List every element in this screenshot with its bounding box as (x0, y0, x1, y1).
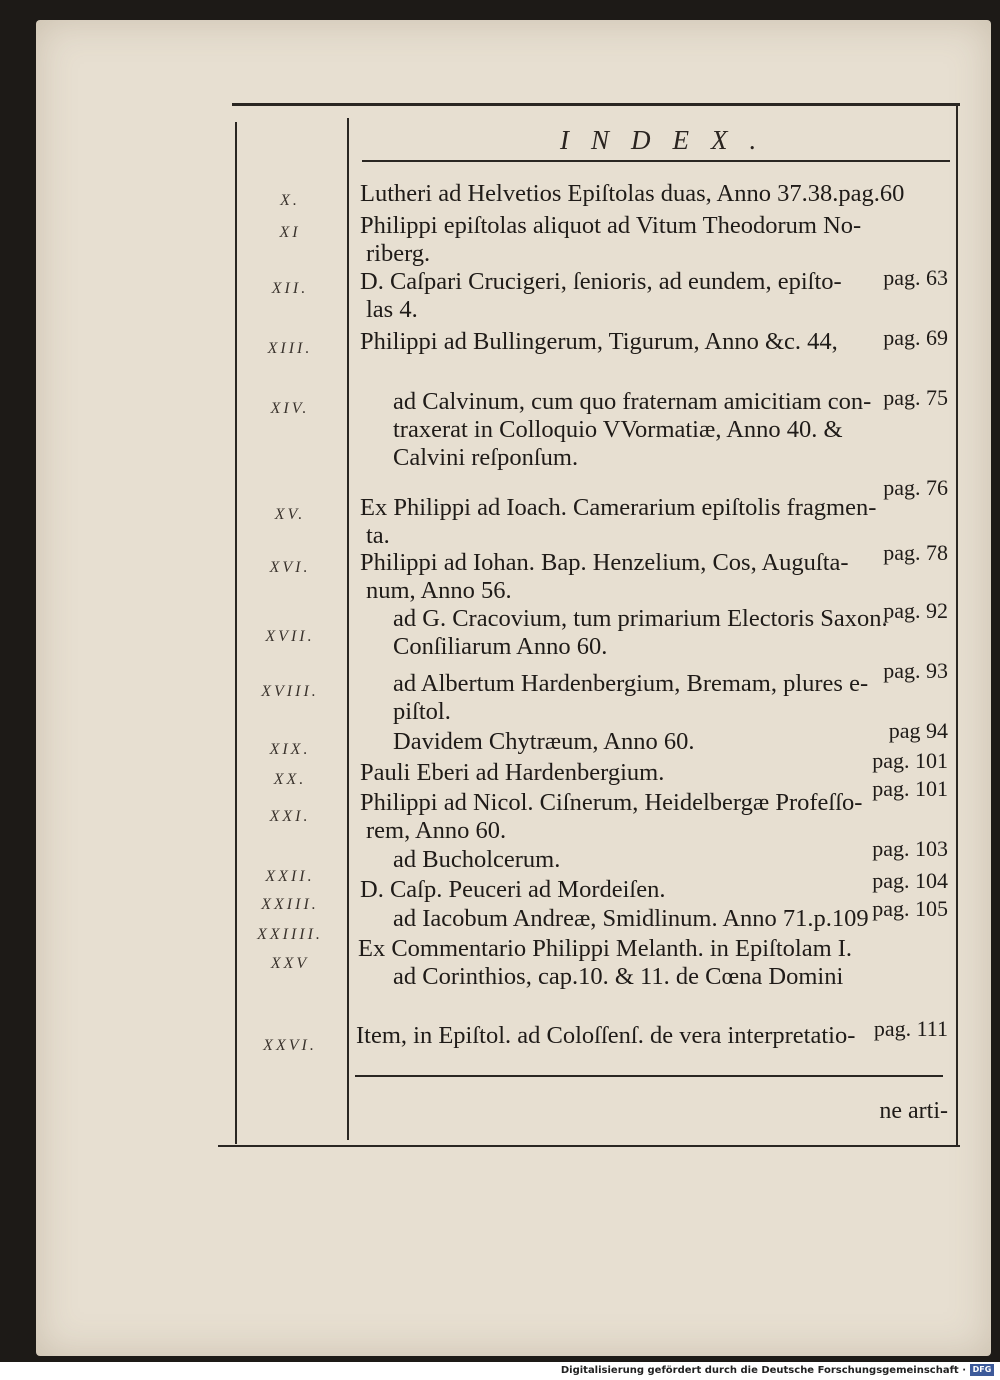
header-rule (362, 160, 950, 162)
entry-number: X. (280, 192, 300, 209)
catchword-rule (355, 1075, 943, 1077)
entry-page-ref: pag. 111 (873, 1016, 948, 1041)
entry-text-line: ad Calvinum, cum quo fraternam amicitiam con- (393, 388, 872, 415)
entry-number: XXII. (265, 868, 315, 885)
entry-text-line: Philippi ad Bullingerum, Tigurum, Anno &c. 44, (360, 328, 838, 355)
entry-text-line: Ex Commentario Philippi Melanth. in Epiſtolam I. (358, 935, 853, 962)
entry-text-line: Conſiliarum Anno 60. (393, 633, 608, 660)
bottom-rule (218, 1145, 960, 1147)
entry-number: XIII. (267, 340, 313, 357)
entry-number: XVII. (265, 628, 315, 645)
entry-number: XVI. (269, 559, 311, 576)
entry-number: XV. (274, 506, 306, 523)
entry-text-line: piſtol. (393, 698, 451, 725)
entry-number: XX. (273, 771, 307, 788)
entry-text-line: Pauli Eberi ad Hardenbergium. (360, 759, 665, 786)
entry-number: XIX. (269, 741, 311, 758)
page-title: INDEX. (560, 125, 779, 155)
entry-page-ref: pag. 101 (872, 776, 948, 801)
dfg-logo-icon: DFG (970, 1364, 994, 1376)
entry-page-ref: pag. 93 (883, 658, 948, 683)
entry-number: XXIII. (261, 896, 319, 913)
entry-text-line: ta. (366, 522, 390, 549)
entry-number: XXV (270, 955, 310, 972)
digitization-credit: Digitalisierung gefördert durch die Deutsche Forschungsgemeinschaft · (560, 1365, 966, 1376)
entry-text-line: ad G. Cracovium, tum primarium Electoris Saxon. (393, 605, 888, 632)
catchword: ne arti- (879, 1098, 948, 1124)
entry-number: XXVI. (263, 1037, 317, 1054)
entry-page-ref: pag 94 (888, 718, 948, 743)
entry-text-line: Ex Philippi ad Ioach. Camerarium epiſtolis fragmen- (360, 494, 877, 521)
entry-text-line: ad Iacobum Andreæ, Smidlinum. Anno 71.p.109 (393, 905, 869, 932)
entry-number: XVIII. (261, 683, 319, 700)
entry-text-line: D. Caſp. Peuceri ad Mordeiſen. (360, 876, 666, 903)
entry-text-line: Calvini reſponſum. (393, 444, 579, 471)
entry-page-ref: pag. 103 (872, 836, 948, 861)
entry-text-line: ad Albertum Hardenbergium, Bremam, plures e- (393, 670, 869, 697)
entry-text-line: num, Anno 56. (366, 577, 512, 604)
entry-page-ref: pag. 75 (883, 385, 948, 410)
entry-page-ref: pag. 63 (883, 265, 948, 290)
entry-text-line: Item, in Epiſtol. ad Coloſſenſ. de vera interpretatio- (356, 1022, 856, 1049)
entry-text-line: Philippi ad Iohan. Bap. Henzelium, Cos, Auguſta- (360, 549, 849, 576)
right-border (956, 106, 958, 1146)
entry-page-ref: pag. 76 (883, 475, 948, 500)
entry-text-line: rem, Anno 60. (366, 817, 507, 844)
entry-number: XXI. (269, 808, 311, 825)
entry-number: XII. (271, 280, 309, 297)
entry-text-line: riberg. (366, 240, 431, 267)
entry-text-line: ad Bucholcerum. (393, 846, 561, 873)
entry-number: XIV. (270, 400, 310, 417)
entry-text-line: Davidem Chytræum, Anno 60. (393, 728, 695, 755)
entry-text-line: las 4. (366, 296, 418, 323)
entry-page-ref: pag. 78 (883, 540, 948, 565)
entry-page-ref: pag. 92 (883, 598, 948, 623)
entry-text-line: ad Corinthios, cap.10. & 11. de Cœna Domini (393, 963, 844, 990)
entry-number: XXIIII. (257, 926, 323, 943)
entry-text-line: Philippi epiſtolas aliquot ad Vitum Theodorum No- (360, 212, 862, 239)
entry-page-ref: pag. 105 (872, 896, 948, 921)
entry-text-line: D. Caſpari Crucigeri, ſenioris, ad eundem, epiſto- (360, 268, 842, 295)
entry-page-ref: pag. 101 (872, 748, 948, 773)
entry-text-line: Lutheri ad Helvetios Epiſtolas duas, Anno 37.38.pag.60 (360, 180, 905, 207)
entry-number: XI (279, 224, 301, 241)
top-rule (232, 103, 960, 106)
entry-text-line: Philippi ad Nicol. Ciſnerum, Heidelbergæ Profeſſo- (360, 789, 863, 816)
entry-page-ref: pag. 69 (883, 325, 948, 350)
entry-text-line: traxerat in Colloquio VVormatiæ, Anno 40. & (393, 416, 843, 443)
entry-page-ref: pag. 104 (872, 868, 948, 893)
column-divider (347, 118, 349, 1140)
